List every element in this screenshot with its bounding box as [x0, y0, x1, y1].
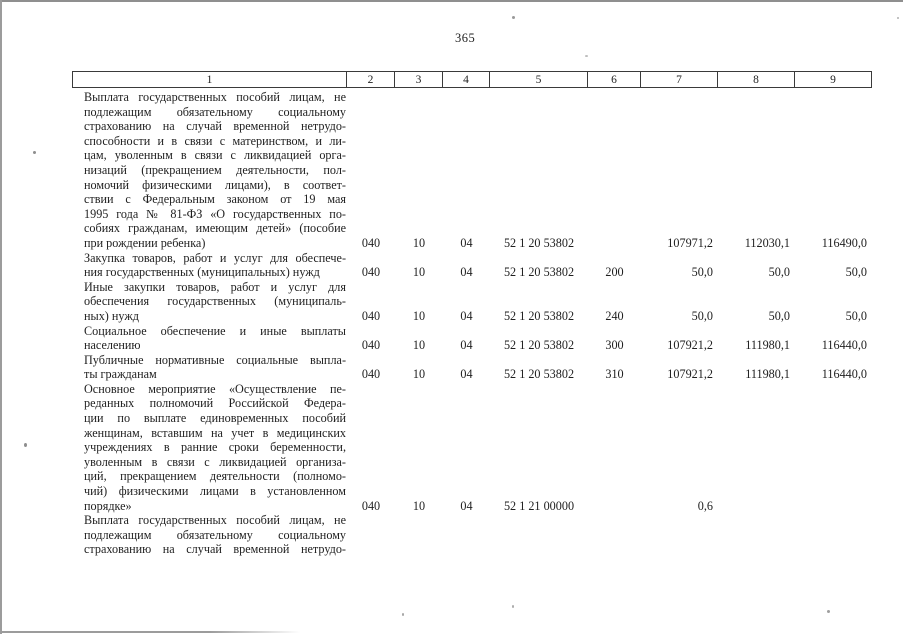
cell-col-8 — [718, 513, 795, 557]
description-line: низаций (прекращением деятельности, пол- — [84, 162, 346, 177]
cell-col-2: 040 — [361, 265, 381, 280]
cell-col-2: 040 — [361, 498, 381, 513]
scan-speck — [512, 16, 515, 19]
cell-col-4: 04 — [460, 308, 473, 323]
cell-col-7 — [641, 513, 718, 557]
cell-col-8: 50,0 — [768, 308, 790, 323]
description-line: учреждениях в ранние сроки беременности, — [84, 440, 346, 455]
scan-speck — [897, 17, 899, 19]
table-header-cell-2: 2 — [347, 71, 395, 88]
description-line: Иные закупки товаров, работ и услуг для — [84, 279, 346, 294]
cell-col-8: 50,0 — [768, 265, 790, 280]
cell-col-6 — [588, 382, 641, 513]
description-line: чий) физическими лицами в установленном — [84, 484, 346, 499]
cell-col-7: 107921,2 — [667, 338, 713, 353]
table-header-cell-5: 5 — [490, 71, 588, 88]
table-header-row — [72, 71, 872, 88]
cell-col-8: 112030,1 — [744, 235, 790, 250]
table-header-cell-7: 7 — [641, 71, 718, 88]
table-header-cell-8: 8 — [718, 71, 795, 88]
description-line: 1995 года № 81-ФЗ «О государственных по- — [84, 206, 346, 221]
description-line: ты гражданам — [84, 367, 157, 382]
cell-col-5 — [490, 513, 588, 557]
cell-col-3: 10 — [412, 265, 426, 280]
cell-col-6: 240 — [605, 308, 624, 323]
description-line: уволенным в связи с ликвидацией организа- — [84, 454, 346, 469]
description-line: ции по выплате единовременных пособий — [84, 411, 346, 426]
description-line: страхованию на случай временной нетрудо- — [84, 119, 346, 134]
table-header-cell-9: 9 — [795, 71, 872, 88]
cell-col-9: 50,0 — [845, 265, 867, 280]
description-line: Публичные нормативные социальные выпла- — [84, 352, 346, 367]
cell-col-9 — [795, 382, 872, 513]
scan-speck — [585, 55, 588, 57]
description-line: женщинам, вставшим на учет в медицинских — [84, 425, 346, 440]
cell-col-6 — [588, 90, 641, 251]
scan-edge-left — [0, 0, 2, 634]
cell-col-8: 111980,1 — [745, 338, 790, 353]
description-line: Социальное обеспечение и иные выплаты — [84, 323, 346, 338]
table-row — [72, 251, 872, 280]
table-row — [72, 382, 872, 513]
cell-col-5: 52 1 20 53802 — [503, 265, 575, 280]
description-line: цам, уволенным в связи с ликвидацией орга- — [84, 148, 346, 163]
cell-col-9: 116490,0 — [821, 235, 867, 250]
cell-col-4 — [443, 513, 490, 557]
cell-col-3: 10 — [412, 498, 426, 513]
description-line: населению — [84, 338, 141, 353]
cell-col-9: 116440,0 — [821, 338, 867, 353]
cell-col-7: 107971,2 — [667, 235, 713, 250]
description-line: собиях гражданам, имеющим детей» (пособие — [84, 221, 346, 236]
cell-col-6: 200 — [605, 265, 624, 280]
cell-col-3 — [395, 513, 443, 557]
table-header-cell-3: 3 — [395, 71, 443, 88]
cell-col-4: 04 — [460, 498, 473, 513]
row-description — [72, 251, 347, 280]
cell-col-2: 040 — [361, 235, 381, 250]
description-line: Основное мероприятие «Осуществление пе- — [84, 381, 346, 396]
description-line: страхованию на случай временной нетрудо- — [84, 542, 346, 557]
cell-col-3: 10 — [412, 235, 426, 250]
cell-col-5: 52 1 20 53802 — [503, 338, 575, 353]
cell-col-6: 300 — [605, 338, 624, 353]
scan-speck — [33, 151, 36, 154]
table-row — [72, 513, 872, 557]
scan-speck — [402, 613, 404, 616]
description-line: ствии с Федеральным законом от 19 мая — [84, 192, 346, 207]
row-description — [72, 513, 347, 557]
description-line: способности и в связи с материнством, и ли- — [84, 133, 346, 148]
row-description — [72, 90, 347, 251]
row-description — [72, 353, 347, 382]
cell-col-5: 52 1 21 00000 — [503, 498, 575, 513]
cell-col-4: 04 — [460, 367, 473, 382]
row-description — [72, 324, 347, 353]
cell-col-4: 04 — [460, 338, 473, 353]
cell-col-2 — [347, 513, 395, 557]
cell-col-9: 50,0 — [845, 308, 867, 323]
description-line: Выплата государственных пособий лицам, не — [84, 90, 346, 104]
cell-col-3: 10 — [412, 338, 426, 353]
cell-col-3: 10 — [412, 367, 426, 382]
scan-edge-top — [0, 0, 903, 2]
scan-speck — [512, 605, 514, 608]
description-line: реданных полномочий Российской Федера- — [84, 396, 346, 411]
cell-col-4: 04 — [460, 265, 473, 280]
cell-col-8 — [718, 382, 795, 513]
description-line: Выплата государственных пособий лицам, не — [84, 513, 346, 528]
cell-col-5: 52 1 20 53802 — [503, 308, 575, 323]
description-line: ций, прекращением деятельности (полномо- — [84, 469, 346, 484]
description-line: ных) нужд — [84, 308, 139, 323]
table-body — [72, 90, 872, 557]
cell-col-6 — [588, 513, 641, 557]
cell-col-2: 040 — [361, 308, 381, 323]
description-line: при рождении ребенка) — [84, 235, 206, 250]
row-description — [72, 280, 347, 324]
cell-col-7: 50,0 — [691, 308, 713, 323]
table-row — [72, 324, 872, 353]
page-number: 365 — [455, 31, 476, 45]
cell-col-7: 0,6 — [697, 498, 713, 513]
cell-col-5: 52 1 20 53802 — [503, 367, 575, 382]
cell-col-7: 50,0 — [691, 265, 713, 280]
scan-speck — [24, 443, 27, 447]
cell-col-2: 040 — [361, 367, 381, 382]
cell-col-9: 116440,0 — [821, 367, 867, 382]
cell-col-5: 52 1 20 53802 — [503, 235, 575, 250]
description-line: номочий физическими лицами), в соответ- — [84, 177, 346, 192]
table-header-cell-1: 1 — [72, 71, 347, 88]
description-line: Закупка товаров, работ и услуг для обеспече- — [84, 250, 346, 265]
table-row — [72, 280, 872, 324]
cell-col-4: 04 — [460, 235, 473, 250]
scan-edge-bottom — [0, 631, 300, 633]
description-line: порядке» — [84, 498, 132, 513]
description-line: ния государственных (муниципальных) нужд — [84, 265, 320, 280]
table-header-cell-4: 4 — [443, 71, 490, 88]
scan-speck — [827, 610, 830, 613]
table-row — [72, 353, 872, 382]
cell-col-2: 040 — [361, 338, 381, 353]
row-description — [72, 382, 347, 513]
description-line: подлежащим обязательному социальному — [84, 104, 346, 119]
description-line: обеспечения государственных (муниципаль- — [84, 294, 346, 309]
cell-col-6: 310 — [605, 367, 624, 382]
table-header-cell-6: 6 — [588, 71, 641, 88]
cell-col-7: 107921,2 — [667, 367, 713, 382]
cell-col-9 — [795, 513, 872, 557]
table-row — [72, 90, 872, 251]
cell-col-3: 10 — [412, 308, 426, 323]
description-line: подлежащим обязательному социальному — [84, 527, 346, 542]
cell-col-8: 111980,1 — [745, 367, 790, 382]
